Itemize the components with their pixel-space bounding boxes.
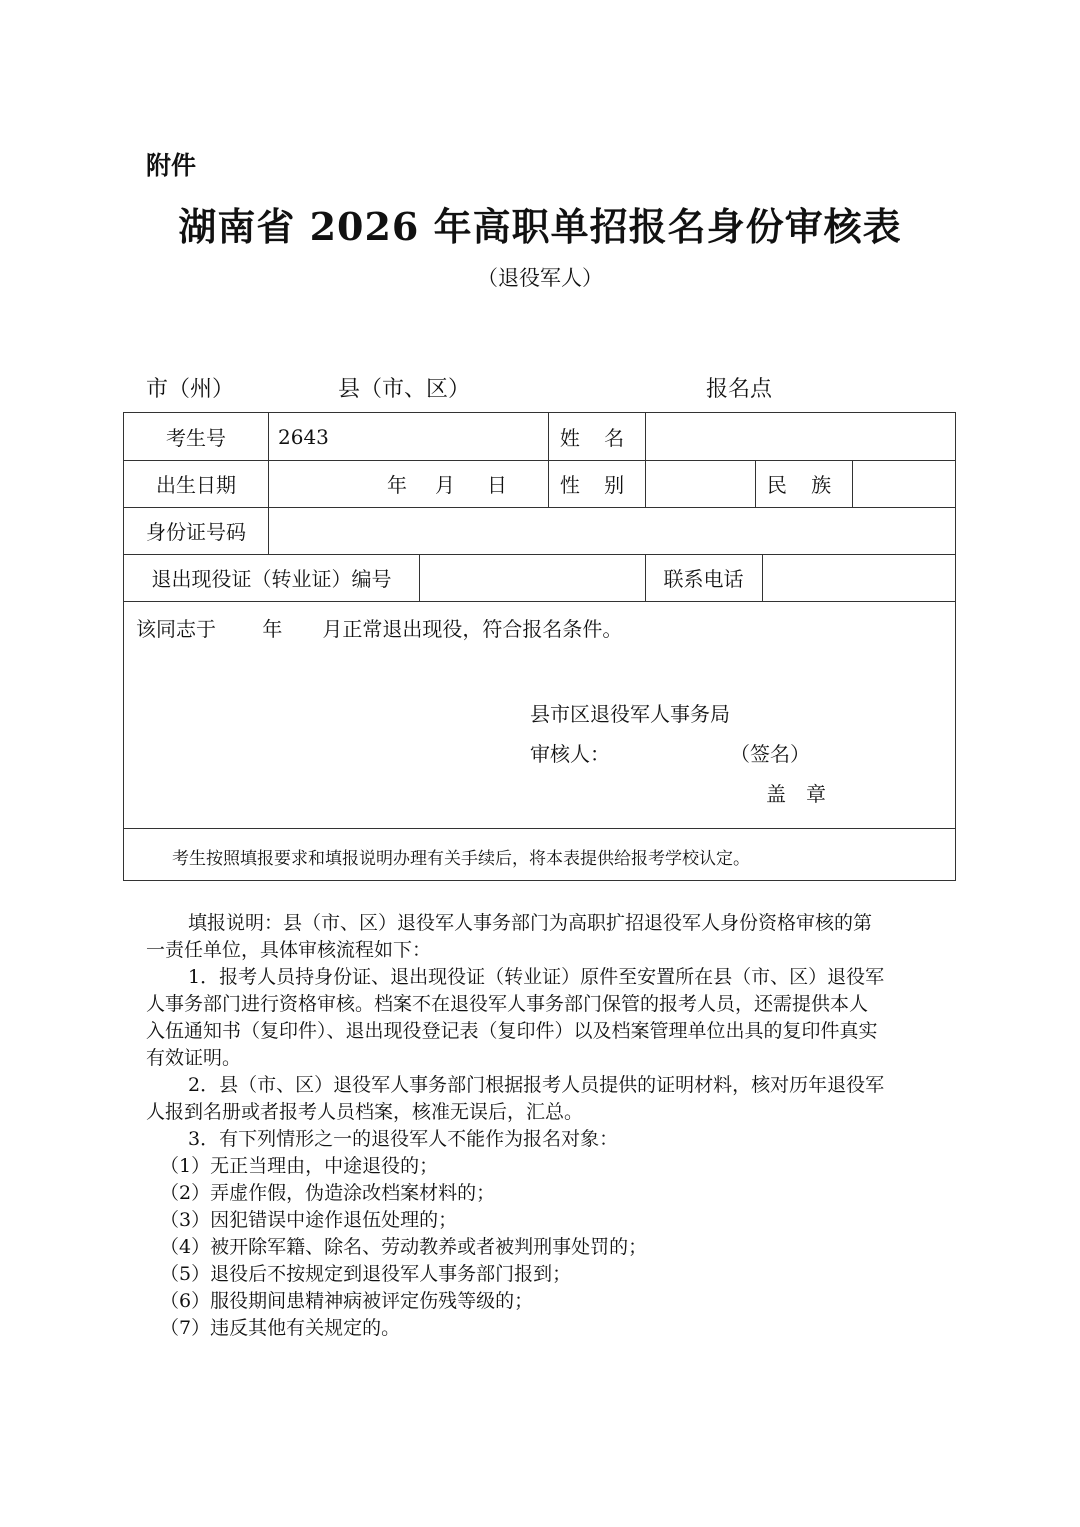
registration-site-label: 报名点 [706, 377, 773, 402]
ethnicity-field[interactable] [852, 460, 955, 507]
form-footer-note: 考生按照填报要求和填报说明办理有关手续后，将本表提供给报考学校认定。 [172, 848, 750, 869]
instruction-item: （5）退役后不按规定到退役军人事务部门报到； [160, 1263, 572, 1285]
name-label: 姓 名 [559, 426, 634, 450]
reviewer-label: 审核人： [530, 741, 610, 766]
seal-label: 盖 章 [766, 781, 826, 806]
instruction-item: （3）因犯错误中途作退伍处理的； [160, 1209, 458, 1231]
row-divider [124, 828, 955, 829]
name-field[interactable] [645, 413, 955, 460]
phone-field[interactable] [762, 554, 955, 601]
instruction-item: （2）弄虚作假，伪造涂改档案材料的； [160, 1182, 496, 1204]
exam-number-field[interactable]: 2643 [278, 424, 329, 449]
instruction-line: 3．有下列情形之一的退役军人不能作为报名对象： [188, 1128, 619, 1150]
birth-month-label: 月 [435, 473, 455, 497]
instruction-line: 一责任单位，具体审核流程如下： [146, 939, 432, 961]
county-label: 县（市、区） [338, 377, 471, 402]
discharge-certificate-field[interactable] [419, 554, 645, 601]
birth-date-label: 出生日期 [156, 473, 236, 497]
city-label: 市（州） [146, 377, 235, 402]
page-title: 湖南省 2026 年高职单招报名身份审核表 [178, 204, 902, 249]
row-divider [124, 601, 955, 602]
instruction-line: 1．报考人员持身份证、退出现役证（转业证）原件至安置所在县（市、区）退役军 [188, 966, 885, 988]
phone-label: 联系电话 [663, 567, 744, 591]
instruction-item: （6）服役期间患精神病被评定伤残等级的； [160, 1290, 534, 1312]
instruction-item: （1）无正当理由，中途退役的； [160, 1155, 439, 1177]
ethnicity-label: 民 族 [766, 473, 841, 497]
id-number-field[interactable] [268, 507, 955, 554]
instruction-line: 填报说明：县（市、区）退役军人事务部门为高职扩招退役军人身份资格审核的第 [188, 912, 873, 934]
gender-label: 性 别 [559, 473, 634, 497]
page-subtitle: （退役军人） [477, 266, 603, 290]
instruction-line: 入伍通知书（复印件）、退出现役登记表（复印件）以及档案管理单位出具的复印件真实 [146, 1020, 878, 1042]
gender-field[interactable] [645, 460, 755, 507]
issuing-bureau: 县市区退役军人事务局 [530, 701, 730, 726]
verification-form [123, 412, 956, 881]
signature-label: （签名） [730, 741, 810, 766]
instruction-item: （4）被开除军籍、除名、劳动教养或者被判刑事处罚的； [160, 1236, 648, 1258]
instruction-line: 人报到名册或者报考人员档案，核准无误后，汇总。 [146, 1101, 584, 1123]
exam-number-label: 考生号 [166, 426, 226, 450]
instruction-line: 2．县（市、区）退役军人事务部门根据报考人员提供的证明材料，核对历年退役军 [188, 1074, 885, 1096]
birth-year-label: 年 [387, 473, 407, 497]
instruction-line: 人事务部门进行资格审核。档案不在退役军人事务部门保管的报考人员，还需提供本人 [146, 993, 869, 1015]
id-number-label: 身份证号码 [146, 520, 246, 544]
discharge-certificate-label: 退出现役证（转业证）编号 [151, 567, 392, 591]
instruction-item: （7）违反其他有关规定的。 [160, 1317, 401, 1339]
instruction-line: 有效证明。 [146, 1047, 242, 1069]
attachment-label: 附件 [146, 151, 197, 180]
birth-day-label: 日 [487, 473, 507, 497]
discharge-statement: 该同志于 年 月正常退出现役，符合报名条件。 [136, 616, 623, 641]
